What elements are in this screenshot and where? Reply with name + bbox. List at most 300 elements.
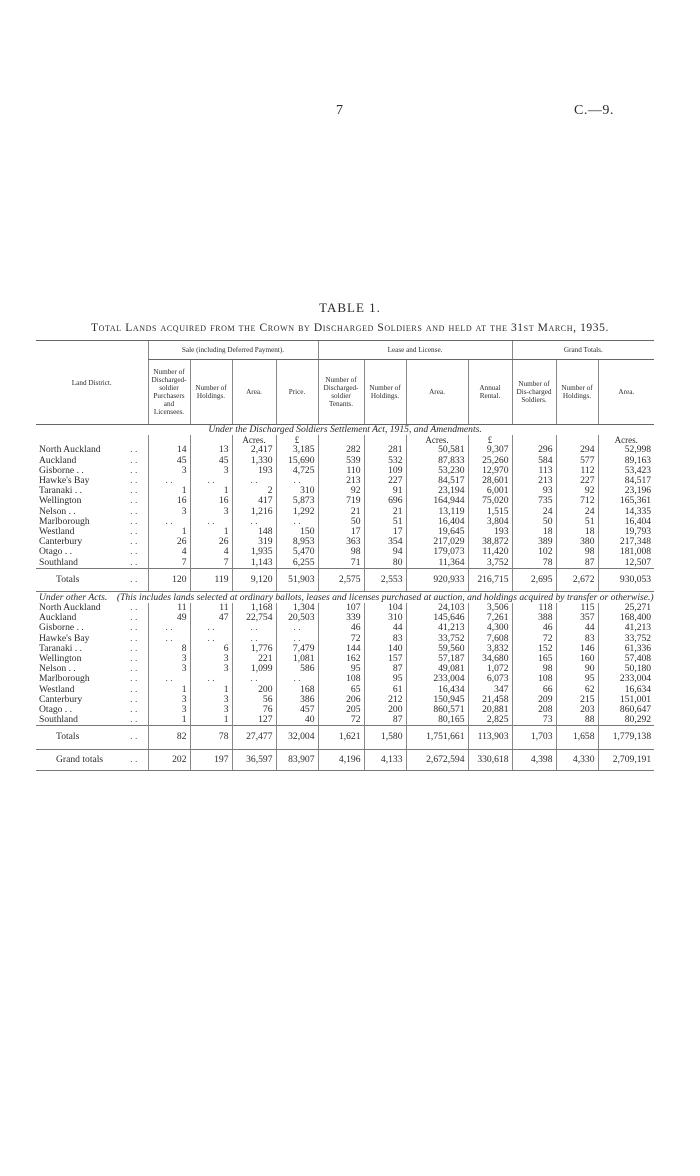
value-cell: 38,872 [468,537,512,547]
column-header-grand-holdings: Number of Holdings. [556,360,598,425]
district-cell: Nelson . . [39,664,76,675]
value-cell: 281 [364,445,406,455]
value-cell: 3,752 [468,558,512,569]
value-cell: . . [190,634,232,644]
value-cell: 76 [232,705,276,715]
value-cell: 6 [190,644,232,654]
value-cell: 930,053 [598,568,654,591]
value-cell: 21 [364,507,406,517]
value-cell: . . [232,634,276,644]
value-cell: 212 [364,695,406,705]
leader-dots: . . [120,568,148,591]
value-cell: 18 [556,527,598,537]
value-cell: . . [232,674,276,684]
value-cell: 83 [364,634,406,644]
value-cell: 49,081 [406,664,468,674]
value-cell: 53,230 [406,466,468,476]
district-cell: Southland [39,715,78,726]
value-cell: 34,680 [468,654,512,664]
leader-dots: . . [130,557,138,568]
value-cell: 13,119 [406,507,468,517]
value-cell: 206 [318,695,364,705]
table-row [36,558,654,569]
column-header-grand-soldiers: Number of Dis-charged Soldiers. [512,360,556,425]
district-cell: Wellington [39,654,82,665]
value-cell: 98 [318,547,364,557]
district-cell: Westland [39,527,75,538]
value-cell: 33,752 [598,634,654,644]
value-cell: 33,752 [406,634,468,644]
table-row [36,715,654,726]
value-cell: 1,776 [232,644,276,654]
leader-dots: . . [130,613,138,624]
value-cell: 119 [190,568,232,591]
value-cell: 205 [318,705,364,715]
value-cell: 95 [318,664,364,674]
value-cell: 87 [556,558,598,569]
table-row [36,527,654,537]
unit-pound: £ [468,435,512,445]
value-cell: . . [148,517,190,527]
value-cell: 25,260 [468,456,512,466]
value-cell: 95 [556,674,598,684]
value-cell: 2 [232,486,276,496]
value-cell: 16 [190,496,232,506]
value-cell: . . [276,623,318,633]
column-header-sale-price: Price. [276,360,318,425]
value-cell: 2,695 [512,568,556,591]
table-row [36,456,654,466]
district-cell: Gisborne . . [39,623,84,634]
value-cell: 44 [364,623,406,633]
value-cell: 45 [148,456,190,466]
table-title: TABLE 1. [319,300,381,315]
value-cell: 25,271 [598,603,654,613]
value-cell: 16 [148,496,190,506]
value-cell: 8 [148,644,190,654]
leader-dots: . . [130,684,138,695]
value-cell: 3,506 [468,603,512,613]
value-cell: 66 [512,685,556,695]
table-row [36,654,654,664]
leader-dots: . . [130,506,138,517]
value-cell: 712 [556,496,598,506]
value-cell: 197 [190,749,232,770]
value-cell: 347 [468,685,512,695]
value-cell: 98 [512,664,556,674]
value-cell: 83,907 [276,749,318,770]
value-cell: 1,143 [232,558,276,569]
value-cell: . . [232,476,276,486]
value-cell: 1 [190,486,232,496]
value-cell: 215 [556,695,598,705]
value-cell: 65 [318,685,364,695]
value-cell: 213 [512,476,556,486]
value-cell: 75,020 [468,496,512,506]
value-cell: 217,348 [598,537,654,547]
value-cell: 319 [232,537,276,547]
value-cell: 202 [148,749,190,770]
leader-dots: . . [130,486,138,497]
table-row [36,517,654,527]
district-cell: Otago . . [39,705,73,716]
value-cell: 3 [190,507,232,517]
leader-dots: . . [130,674,138,685]
value-cell: 330,618 [468,749,512,770]
value-cell: 1,703 [512,726,556,749]
value-cell: 50 [318,517,364,527]
value-cell: 72 [318,634,364,644]
value-cell: 1,621 [318,726,364,749]
value-cell: 1 [148,715,190,726]
value-cell: 1,168 [232,603,276,613]
value-cell: 102 [512,547,556,557]
unit-acres: Acres. [232,435,276,445]
value-cell: . . [276,476,318,486]
value-cell: 21,458 [468,695,512,705]
value-cell: 22,754 [232,613,276,623]
value-cell: 32,004 [276,726,318,749]
value-cell: 3 [148,664,190,674]
value-cell: 216,715 [468,568,512,591]
value-cell: . . [148,623,190,633]
value-cell: 62 [556,685,598,695]
district-cell: Hawke's Bay [39,633,90,644]
table-subtitle: Total Lands acquired from the Crown by Discharged Soldiers and held at the 31st March, 1935. [91,322,609,334]
table-row [36,634,654,644]
value-cell: 1,580 [364,726,406,749]
value-cell: 12,970 [468,466,512,476]
value-cell: 104 [364,603,406,613]
value-cell: 3 [190,695,232,705]
value-cell: 94 [364,547,406,557]
leader-dots: . . [130,527,138,538]
value-cell: 110 [318,466,364,476]
value-cell: 56 [232,695,276,705]
value-cell: 227 [364,476,406,486]
value-cell: . . [276,634,318,644]
value-cell: 13 [190,445,232,455]
value-cell: 357 [556,613,598,623]
value-cell: 203 [556,705,598,715]
value-cell: 61,336 [598,644,654,654]
value-cell: 12,507 [598,558,654,569]
value-cell: 4,196 [318,749,364,770]
value-cell: 1,658 [556,726,598,749]
value-cell: . . [148,634,190,644]
column-header-lease-holdings: Number of Holdings. [364,360,406,425]
value-cell: 4 [148,547,190,557]
value-cell: 3 [148,705,190,715]
value-cell: 3 [190,654,232,664]
table-row [36,674,654,684]
value-cell: 87 [364,664,406,674]
leader-dots: . . [130,445,138,456]
value-cell: 151,001 [598,695,654,705]
value-cell: 57,408 [598,654,654,664]
section-heading-label: Under other Acts. [39,592,108,604]
value-cell: 108 [512,674,556,684]
page-number: 7 [336,103,343,118]
value-cell: 860,571 [406,705,468,715]
district-cell: Marlborough [39,674,90,685]
value-cell: 4,133 [364,749,406,770]
value-cell: 208 [512,705,556,715]
value-cell: 61 [364,685,406,695]
value-cell: 4 [190,547,232,557]
value-cell: 3,832 [468,644,512,654]
value-cell: 181,008 [598,547,654,557]
value-cell: 7,608 [468,634,512,644]
value-cell: 3,804 [468,517,512,527]
value-cell: 294 [556,445,598,455]
leader-dots: . . [130,496,138,507]
value-cell: 88 [556,715,598,726]
value-cell: 386 [276,695,318,705]
totals-row [36,726,654,749]
value-cell: 51,903 [276,568,318,591]
district-cell: Totals [36,568,120,591]
district-cell: Wellington [39,496,82,507]
column-header-lease-area: Area. [406,360,468,425]
value-cell: 9,307 [468,445,512,455]
table-row [36,507,654,517]
value-cell: 233,004 [406,674,468,684]
column-header-grand-area: Area. [598,360,654,425]
value-cell: 53,423 [598,466,654,476]
value-cell: 50,581 [406,445,468,455]
leader-dots: . . [130,476,138,487]
value-cell: 4,398 [512,749,556,770]
value-cell: 145,646 [406,613,468,623]
district-cell: Totals [36,726,120,749]
value-cell: 41,213 [406,623,468,633]
value-cell: 107 [318,603,364,613]
value-cell: 11 [190,603,232,613]
value-cell: . . [232,623,276,633]
value-cell: 4,330 [556,749,598,770]
column-header-sale-holdings: Number of Holdings. [190,360,232,425]
value-cell: 1,751,661 [406,726,468,749]
value-cell: 46 [512,623,556,633]
value-cell: . . [148,674,190,684]
value-cell: 115 [556,603,598,613]
district-cell: Westland [39,684,75,695]
value-cell: 83 [556,634,598,644]
table-row [36,664,654,674]
value-cell: 23,194 [406,486,468,496]
section-heading-note: (This includes lands selected at ordinary ballots, leases and licenses purchased at auction, and holdings acquired by transfer or otherwise.) [116,592,654,604]
value-cell: 200 [232,685,276,695]
value-cell: 6,073 [468,674,512,684]
value-cell: 233,004 [598,674,654,684]
column-header-sale-area: Area. [232,360,276,425]
column-header-lease-tenants: Number of Discharged-soldier Tenants. [318,360,364,425]
value-cell: 72 [318,715,364,726]
value-cell: 1,330 [232,456,276,466]
value-cell: 179,073 [406,547,468,557]
district-cell: North Auckland [39,445,101,456]
value-cell: 98 [556,547,598,557]
column-header-sale-purchasers: Number of Discharged-soldier Purchasers and Licensees. [148,360,190,425]
value-cell: 577 [556,456,598,466]
value-cell: 150 [276,527,318,537]
section-discharged-soldiers-act [36,425,654,592]
value-cell: 1,072 [468,664,512,674]
value-cell: 36,597 [232,749,276,770]
value-cell: 2,825 [468,715,512,726]
section-other-acts [36,592,654,771]
value-cell: 40 [276,715,318,726]
value-cell: 50 [512,517,556,527]
value-cell: 80,292 [598,715,654,726]
value-cell: 1 [190,715,232,726]
district-cell: Auckland [39,455,77,466]
value-cell: 3,185 [276,445,318,455]
leader-dots: . . [130,603,138,614]
value-cell: . . [276,674,318,684]
value-cell: 1 [190,527,232,537]
value-cell: 80 [364,558,406,569]
value-cell: 1,515 [468,507,512,517]
value-cell: 221 [232,654,276,664]
district-cell: Otago . . [39,547,73,558]
value-cell: 51 [364,517,406,527]
value-cell: 3 [148,466,190,476]
table-row [36,695,654,705]
value-cell: 1 [190,685,232,695]
table-row [36,644,654,654]
value-cell: 168,400 [598,613,654,623]
leader-dots: . . [130,547,138,558]
district-cell: Southland [39,557,78,568]
value-cell: 1,779,138 [598,726,654,749]
leader-dots: . . [120,726,148,749]
value-cell: 1,216 [232,507,276,517]
value-cell: 7 [190,558,232,569]
value-cell: 59,560 [406,644,468,654]
value-cell: 7,261 [468,613,512,623]
value-cell: 363 [318,537,364,547]
district-cell: Taranaki . . [39,643,83,654]
value-cell: 11,420 [468,547,512,557]
value-cell: 735 [512,496,556,506]
value-cell: 127 [232,715,276,726]
table-row [36,547,654,557]
value-cell: 417 [232,496,276,506]
table-row [36,496,654,506]
district-cell: Taranaki . . [39,486,83,497]
value-cell: 2,575 [318,568,364,591]
value-cell: 213 [318,476,364,486]
value-cell: . . [276,517,318,527]
value-cell: 92 [318,486,364,496]
district-cell: Canterbury [39,694,83,705]
value-cell: 78 [190,726,232,749]
value-cell: 354 [364,537,406,547]
value-cell: 165 [512,654,556,664]
section-heading [36,592,654,604]
value-cell: 3 [190,466,232,476]
table-row [36,685,654,695]
leader-dots: . . [130,455,138,466]
value-cell: 23,196 [598,486,654,496]
value-cell: 90 [556,664,598,674]
value-cell: 2,553 [364,568,406,591]
value-cell: 860,647 [598,705,654,715]
value-cell: 8,953 [276,537,318,547]
column-header-district: Land District. [36,341,148,425]
value-cell: 157 [364,654,406,664]
value-cell: 87 [364,715,406,726]
totals-row [36,568,654,591]
value-cell: 193 [232,466,276,476]
value-cell: 93 [512,486,556,496]
value-cell: 91 [364,486,406,496]
value-cell: 19,645 [406,527,468,537]
value-cell: 52,998 [598,445,654,455]
value-cell: 2,709,191 [598,749,654,770]
value-cell: 282 [318,445,364,455]
value-cell: 24 [512,507,556,517]
table-row [36,623,654,633]
value-cell: 19,793 [598,527,654,537]
value-cell: 920,933 [406,568,468,591]
value-cell: 1,081 [276,654,318,664]
column-header-lease-rental: Annual Rental. [468,360,512,425]
district-cell: Nelson . . [39,506,76,517]
value-cell: 140 [364,644,406,654]
table-row [36,537,654,547]
value-cell: 2,672 [556,568,598,591]
value-cell: 148 [232,527,276,537]
value-cell: 14,335 [598,507,654,517]
value-cell: 162 [318,654,364,664]
value-cell: 18 [512,527,556,537]
value-cell: 1 [148,685,190,695]
value-cell: 16,634 [598,685,654,695]
district-cell: North Auckland [39,603,101,614]
value-cell: 92 [556,486,598,496]
value-cell: 2,417 [232,445,276,455]
value-cell: 78 [512,558,556,569]
value-cell: 457 [276,705,318,715]
value-cell: 57,187 [406,654,468,664]
value-cell: . . [232,517,276,527]
leader-dots: . . [130,516,138,527]
group-header-lease: Lease and License. [318,341,512,360]
value-cell: 7 [148,558,190,569]
value-cell: 339 [318,613,364,623]
value-cell: 380 [556,537,598,547]
value-cell: 73 [512,715,556,726]
value-cell: 71 [318,558,364,569]
value-cell: 112 [556,466,598,476]
value-cell: 108 [318,674,364,684]
leader-dots: . . [120,749,148,770]
table-row [36,466,654,476]
value-cell: 11,364 [406,558,468,569]
value-cell: 3 [148,695,190,705]
district-cell: Gisborne . . [39,465,84,476]
district-cell: Canterbury [39,537,83,548]
value-cell: 51 [556,517,598,527]
value-cell: 16,404 [406,517,468,527]
value-cell: 6,255 [276,558,318,569]
units-row [36,435,654,445]
leader-dots: . . [130,705,138,716]
value-cell: 1 [148,527,190,537]
